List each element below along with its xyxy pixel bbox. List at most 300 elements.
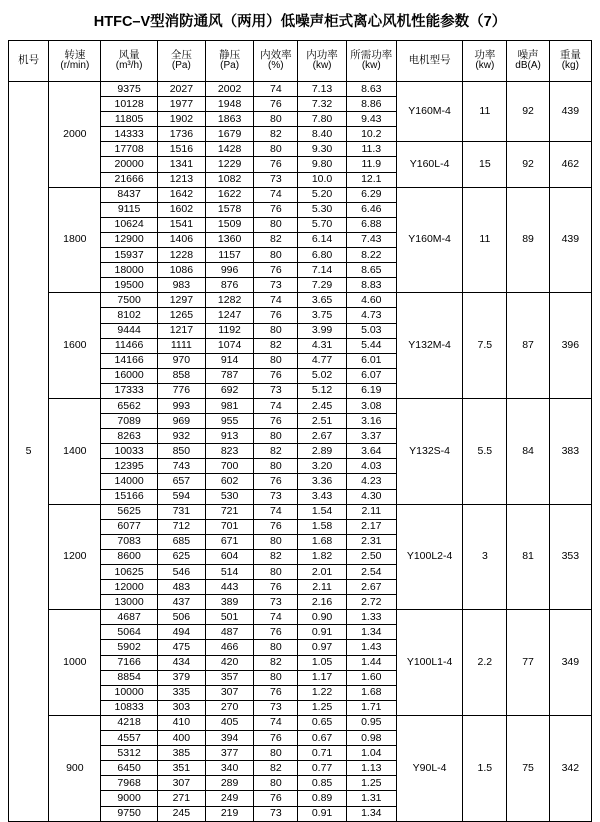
column-header-unit: dB(A) bbox=[515, 60, 541, 72]
rpm-cell: 900 bbox=[49, 715, 101, 821]
static-cell: 914 bbox=[205, 353, 253, 368]
static-cell: 1157 bbox=[205, 248, 253, 263]
full-cell: 437 bbox=[157, 595, 205, 610]
full-cell: 546 bbox=[157, 565, 205, 580]
full-cell: 850 bbox=[157, 444, 205, 459]
need-cell: 2.67 bbox=[346, 580, 396, 595]
flow-cell: 8263 bbox=[101, 429, 157, 444]
column-header-label: 噪声 bbox=[517, 49, 539, 62]
static-cell: 466 bbox=[205, 640, 253, 655]
flow-cell: 9750 bbox=[101, 806, 157, 821]
page-title: HTFC–V型消防通风（两用）低噪声柜式离心风机性能参数（7） bbox=[93, 14, 507, 30]
eff-cell: 74 bbox=[254, 82, 298, 97]
full-cell: 400 bbox=[157, 731, 205, 746]
flow-cell: 5312 bbox=[101, 746, 157, 761]
need-cell: 1.31 bbox=[346, 791, 396, 806]
power-cell: 0.91 bbox=[298, 625, 346, 640]
flow-cell: 11805 bbox=[101, 112, 157, 127]
power-cell: 0.77 bbox=[298, 761, 346, 776]
flow-cell: 5625 bbox=[101, 504, 157, 519]
flow-cell: 15937 bbox=[101, 248, 157, 263]
eff-cell: 73 bbox=[254, 489, 298, 504]
motor-weight-cell: 342 bbox=[549, 715, 591, 821]
static-cell: 1509 bbox=[205, 217, 253, 232]
motor-power-cell: 7.5 bbox=[463, 293, 507, 399]
need-cell: 1.34 bbox=[346, 625, 396, 640]
column-header-label: 内功率 bbox=[306, 49, 338, 62]
full-cell: 983 bbox=[157, 278, 205, 293]
flow-cell: 7968 bbox=[101, 776, 157, 791]
need-cell: 6.19 bbox=[346, 383, 396, 398]
motor-model-cell: Y160L-4 bbox=[396, 142, 462, 187]
full-cell: 335 bbox=[157, 685, 205, 700]
need-cell: 4.73 bbox=[346, 308, 396, 323]
need-cell: 1.44 bbox=[346, 655, 396, 670]
column-header-unit: (Pa) bbox=[220, 60, 240, 72]
power-cell: 2.67 bbox=[298, 429, 346, 444]
flow-cell: 9444 bbox=[101, 323, 157, 338]
column-header-unit: (kw) bbox=[361, 60, 381, 72]
power-cell: 5.30 bbox=[298, 202, 346, 217]
flow-cell: 14333 bbox=[101, 127, 157, 142]
full-cell: 245 bbox=[157, 806, 205, 821]
flow-cell: 16000 bbox=[101, 368, 157, 383]
full-cell: 1516 bbox=[157, 142, 205, 157]
full-cell: 379 bbox=[157, 670, 205, 685]
power-cell: 0.91 bbox=[298, 806, 346, 821]
flow-cell: 8600 bbox=[101, 549, 157, 564]
power-cell: 7.29 bbox=[298, 278, 346, 293]
power-cell: 2.45 bbox=[298, 398, 346, 413]
column-header-label: 静压 bbox=[219, 49, 241, 62]
power-cell: 5.20 bbox=[298, 187, 346, 202]
full-cell: 969 bbox=[157, 414, 205, 429]
model-number-cell: 5 bbox=[9, 82, 49, 822]
flow-cell: 5902 bbox=[101, 640, 157, 655]
full-cell: 1086 bbox=[157, 263, 205, 278]
power-cell: 1.68 bbox=[298, 534, 346, 549]
flow-cell: 10833 bbox=[101, 700, 157, 715]
need-cell: 11.9 bbox=[346, 157, 396, 172]
eff-cell: 82 bbox=[254, 444, 298, 459]
table-row bbox=[9, 715, 592, 730]
static-cell: 602 bbox=[205, 474, 253, 489]
full-cell: 494 bbox=[157, 625, 205, 640]
flow-cell: 5064 bbox=[101, 625, 157, 640]
eff-cell: 80 bbox=[254, 670, 298, 685]
need-cell: 8.65 bbox=[346, 263, 396, 278]
eff-cell: 76 bbox=[254, 308, 298, 323]
need-cell: 2.54 bbox=[346, 565, 396, 580]
full-cell: 685 bbox=[157, 534, 205, 549]
full-cell: 1265 bbox=[157, 308, 205, 323]
motor-power-cell: 15 bbox=[463, 142, 507, 187]
need-cell: 12.1 bbox=[346, 172, 396, 187]
flow-cell: 8854 bbox=[101, 670, 157, 685]
flow-cell: 7500 bbox=[101, 293, 157, 308]
flow-cell: 6450 bbox=[101, 761, 157, 776]
column-header-unit: (m³/h) bbox=[115, 60, 143, 72]
static-cell: 1229 bbox=[205, 157, 253, 172]
eff-cell: 76 bbox=[254, 414, 298, 429]
static-cell: 405 bbox=[205, 715, 253, 730]
motor-weight-cell: 353 bbox=[549, 504, 591, 610]
table-row bbox=[9, 82, 592, 97]
full-cell: 506 bbox=[157, 610, 205, 625]
static-cell: 692 bbox=[205, 383, 253, 398]
flow-cell: 9000 bbox=[101, 791, 157, 806]
eff-cell: 73 bbox=[254, 383, 298, 398]
static-cell: 307 bbox=[205, 685, 253, 700]
column-header-1 bbox=[49, 41, 101, 82]
table-row bbox=[9, 398, 592, 413]
full-cell: 385 bbox=[157, 746, 205, 761]
static-cell: 1428 bbox=[205, 142, 253, 157]
eff-cell: 73 bbox=[254, 278, 298, 293]
column-header-label: 所需功率 bbox=[350, 49, 393, 62]
flow-cell: 10033 bbox=[101, 444, 157, 459]
flow-cell: 10128 bbox=[101, 97, 157, 112]
static-cell: 996 bbox=[205, 263, 253, 278]
flow-cell: 18000 bbox=[101, 263, 157, 278]
eff-cell: 82 bbox=[254, 127, 298, 142]
need-cell: 1.34 bbox=[346, 806, 396, 821]
static-cell: 955 bbox=[205, 414, 253, 429]
motor-model-cell: Y100L1-4 bbox=[396, 610, 462, 716]
need-cell: 9.43 bbox=[346, 112, 396, 127]
static-cell: 604 bbox=[205, 549, 253, 564]
power-cell: 1.82 bbox=[298, 549, 346, 564]
need-cell: 6.07 bbox=[346, 368, 396, 383]
full-cell: 776 bbox=[157, 383, 205, 398]
motor-weight-cell: 396 bbox=[549, 293, 591, 399]
eff-cell: 76 bbox=[254, 685, 298, 700]
flow-cell: 9115 bbox=[101, 202, 157, 217]
flow-cell: 10624 bbox=[101, 217, 157, 232]
column-header-10 bbox=[507, 41, 549, 82]
power-cell: 2.01 bbox=[298, 565, 346, 580]
eff-cell: 73 bbox=[254, 700, 298, 715]
flow-cell: 7166 bbox=[101, 655, 157, 670]
static-cell: 913 bbox=[205, 429, 253, 444]
table-row bbox=[9, 504, 592, 519]
static-cell: 1948 bbox=[205, 97, 253, 112]
eff-cell: 74 bbox=[254, 504, 298, 519]
static-cell: 1360 bbox=[205, 232, 253, 247]
column-header-label: 重量 bbox=[559, 49, 581, 62]
eff-cell: 80 bbox=[254, 776, 298, 791]
eff-cell: 76 bbox=[254, 731, 298, 746]
static-cell: 1863 bbox=[205, 112, 253, 127]
eff-cell: 82 bbox=[254, 655, 298, 670]
eff-cell: 82 bbox=[254, 338, 298, 353]
motor-noise-cell: 77 bbox=[507, 610, 549, 716]
power-cell: 7.13 bbox=[298, 82, 346, 97]
flow-cell: 17708 bbox=[101, 142, 157, 157]
full-cell: 2027 bbox=[157, 82, 205, 97]
eff-cell: 80 bbox=[254, 353, 298, 368]
flow-cell: 7089 bbox=[101, 414, 157, 429]
static-cell: 2002 bbox=[205, 82, 253, 97]
need-cell: 4.23 bbox=[346, 474, 396, 489]
rpm-cell: 1600 bbox=[49, 293, 101, 399]
eff-cell: 82 bbox=[254, 549, 298, 564]
static-cell: 721 bbox=[205, 504, 253, 519]
full-cell: 1111 bbox=[157, 338, 205, 353]
eff-cell: 80 bbox=[254, 248, 298, 263]
column-header-unit: (r/min) bbox=[60, 60, 90, 72]
power-cell: 5.70 bbox=[298, 217, 346, 232]
full-cell: 932 bbox=[157, 429, 205, 444]
table-header bbox=[9, 41, 592, 82]
motor-model-cell: Y100L2-4 bbox=[396, 504, 462, 610]
need-cell: 1.33 bbox=[346, 610, 396, 625]
eff-cell: 76 bbox=[254, 580, 298, 595]
static-cell: 270 bbox=[205, 700, 253, 715]
need-cell: 4.03 bbox=[346, 459, 396, 474]
need-cell: 2.72 bbox=[346, 595, 396, 610]
full-cell: 1297 bbox=[157, 293, 205, 308]
eff-cell: 74 bbox=[254, 293, 298, 308]
motor-model-cell: Y132S-4 bbox=[396, 398, 462, 504]
full-cell: 307 bbox=[157, 776, 205, 791]
power-cell: 4.31 bbox=[298, 338, 346, 353]
need-cell: 2.17 bbox=[346, 519, 396, 534]
need-cell: 3.08 bbox=[346, 398, 396, 413]
table-row bbox=[9, 293, 592, 308]
full-cell: 351 bbox=[157, 761, 205, 776]
static-cell: 514 bbox=[205, 565, 253, 580]
flow-cell: 15166 bbox=[101, 489, 157, 504]
static-cell: 787 bbox=[205, 368, 253, 383]
flow-cell: 11466 bbox=[101, 338, 157, 353]
eff-cell: 74 bbox=[254, 398, 298, 413]
need-cell: 2.31 bbox=[346, 534, 396, 549]
need-cell: 1.04 bbox=[346, 746, 396, 761]
power-cell: 9.80 bbox=[298, 157, 346, 172]
need-cell: 1.60 bbox=[346, 670, 396, 685]
flow-cell: 4218 bbox=[101, 715, 157, 730]
table-body bbox=[9, 82, 592, 822]
eff-cell: 73 bbox=[254, 172, 298, 187]
static-cell: 1082 bbox=[205, 172, 253, 187]
full-cell: 594 bbox=[157, 489, 205, 504]
motor-weight-cell: 439 bbox=[549, 82, 591, 142]
fan-performance-table bbox=[8, 40, 592, 822]
motor-noise-cell: 92 bbox=[507, 142, 549, 187]
static-cell: 700 bbox=[205, 459, 253, 474]
need-cell: 11.3 bbox=[346, 142, 396, 157]
power-cell: 7.32 bbox=[298, 97, 346, 112]
column-header-label: 风量 bbox=[118, 49, 140, 62]
flow-cell: 8437 bbox=[101, 187, 157, 202]
static-cell: 1247 bbox=[205, 308, 253, 323]
static-cell: 219 bbox=[205, 806, 253, 821]
need-cell: 6.01 bbox=[346, 353, 396, 368]
eff-cell: 76 bbox=[254, 368, 298, 383]
eff-cell: 74 bbox=[254, 610, 298, 625]
eff-cell: 80 bbox=[254, 112, 298, 127]
flow-cell: 8102 bbox=[101, 308, 157, 323]
full-cell: 410 bbox=[157, 715, 205, 730]
column-header-unit: (kw) bbox=[312, 60, 332, 72]
power-cell: 6.14 bbox=[298, 232, 346, 247]
eff-cell: 76 bbox=[254, 263, 298, 278]
eff-cell: 80 bbox=[254, 142, 298, 157]
eff-cell: 80 bbox=[254, 429, 298, 444]
full-cell: 712 bbox=[157, 519, 205, 534]
eff-cell: 76 bbox=[254, 97, 298, 112]
full-cell: 993 bbox=[157, 398, 205, 413]
column-header-5 bbox=[254, 41, 298, 82]
full-cell: 475 bbox=[157, 640, 205, 655]
rpm-cell: 1800 bbox=[49, 187, 101, 293]
flow-cell: 10000 bbox=[101, 685, 157, 700]
motor-weight-cell: 383 bbox=[549, 398, 591, 504]
eff-cell: 76 bbox=[254, 474, 298, 489]
static-cell: 420 bbox=[205, 655, 253, 670]
full-cell: 303 bbox=[157, 700, 205, 715]
column-header-2 bbox=[101, 41, 157, 82]
need-cell: 8.22 bbox=[346, 248, 396, 263]
motor-noise-cell: 87 bbox=[507, 293, 549, 399]
full-cell: 970 bbox=[157, 353, 205, 368]
need-cell: 5.03 bbox=[346, 323, 396, 338]
rpm-cell: 2000 bbox=[49, 82, 101, 188]
column-header-6 bbox=[298, 41, 346, 82]
static-cell: 394 bbox=[205, 731, 253, 746]
full-cell: 731 bbox=[157, 504, 205, 519]
power-cell: 8.40 bbox=[298, 127, 346, 142]
full-cell: 1213 bbox=[157, 172, 205, 187]
full-cell: 1406 bbox=[157, 232, 205, 247]
eff-cell: 82 bbox=[254, 232, 298, 247]
power-cell: 2.51 bbox=[298, 414, 346, 429]
static-cell: 876 bbox=[205, 278, 253, 293]
power-cell: 0.85 bbox=[298, 776, 346, 791]
eff-cell: 74 bbox=[254, 715, 298, 730]
full-cell: 1977 bbox=[157, 97, 205, 112]
power-cell: 6.80 bbox=[298, 248, 346, 263]
static-cell: 389 bbox=[205, 595, 253, 610]
power-cell: 1.17 bbox=[298, 670, 346, 685]
rpm-cell: 1000 bbox=[49, 610, 101, 716]
need-cell: 2.50 bbox=[346, 549, 396, 564]
power-cell: 3.43 bbox=[298, 489, 346, 504]
column-header-unit: (Pa) bbox=[171, 60, 191, 72]
flow-cell: 13000 bbox=[101, 595, 157, 610]
need-cell: 1.71 bbox=[346, 700, 396, 715]
need-cell: 6.88 bbox=[346, 217, 396, 232]
power-cell: 0.89 bbox=[298, 791, 346, 806]
flow-cell: 17333 bbox=[101, 383, 157, 398]
column-header-label: 功率 bbox=[474, 49, 496, 62]
eff-cell: 80 bbox=[254, 565, 298, 580]
need-cell: 8.63 bbox=[346, 82, 396, 97]
power-cell: 10.0 bbox=[298, 172, 346, 187]
full-cell: 1228 bbox=[157, 248, 205, 263]
power-cell: 7.14 bbox=[298, 263, 346, 278]
power-cell: 1.25 bbox=[298, 700, 346, 715]
need-cell: 2.11 bbox=[346, 504, 396, 519]
power-cell: 3.75 bbox=[298, 308, 346, 323]
eff-cell: 80 bbox=[254, 746, 298, 761]
motor-model-cell: Y160M-4 bbox=[396, 82, 462, 142]
eff-cell: 76 bbox=[254, 791, 298, 806]
full-cell: 434 bbox=[157, 655, 205, 670]
full-cell: 625 bbox=[157, 549, 205, 564]
motor-noise-cell: 75 bbox=[507, 715, 549, 821]
motor-weight-cell: 349 bbox=[549, 610, 591, 716]
table-header-row bbox=[9, 41, 592, 82]
motor-power-cell: 11 bbox=[463, 82, 507, 142]
power-cell: 3.20 bbox=[298, 459, 346, 474]
eff-cell: 80 bbox=[254, 534, 298, 549]
need-cell: 3.16 bbox=[346, 414, 396, 429]
full-cell: 743 bbox=[157, 459, 205, 474]
power-cell: 9.30 bbox=[298, 142, 346, 157]
static-cell: 487 bbox=[205, 625, 253, 640]
power-cell: 3.65 bbox=[298, 293, 346, 308]
eff-cell: 76 bbox=[254, 519, 298, 534]
power-cell: 5.12 bbox=[298, 383, 346, 398]
full-cell: 1602 bbox=[157, 202, 205, 217]
eff-cell: 80 bbox=[254, 459, 298, 474]
static-cell: 1622 bbox=[205, 187, 253, 202]
column-header-label: 全压 bbox=[170, 49, 192, 62]
eff-cell: 76 bbox=[254, 157, 298, 172]
rpm-cell: 1200 bbox=[49, 504, 101, 610]
motor-weight-cell: 462 bbox=[549, 142, 591, 187]
static-cell: 340 bbox=[205, 761, 253, 776]
eff-cell: 80 bbox=[254, 217, 298, 232]
flow-cell: 6562 bbox=[101, 398, 157, 413]
motor-power-cell: 2.2 bbox=[463, 610, 507, 716]
need-cell: 6.29 bbox=[346, 187, 396, 202]
power-cell: 1.22 bbox=[298, 685, 346, 700]
motor-model-cell: Y160M-4 bbox=[396, 187, 462, 293]
static-cell: 357 bbox=[205, 670, 253, 685]
flow-cell: 7083 bbox=[101, 534, 157, 549]
need-cell: 3.37 bbox=[346, 429, 396, 444]
flow-cell: 12000 bbox=[101, 580, 157, 595]
column-header-0 bbox=[9, 41, 49, 82]
flow-cell: 4557 bbox=[101, 731, 157, 746]
column-header-label: 机号 bbox=[18, 54, 40, 67]
power-cell: 2.89 bbox=[298, 444, 346, 459]
power-cell: 0.90 bbox=[298, 610, 346, 625]
power-cell: 2.16 bbox=[298, 595, 346, 610]
column-header-unit: (kg) bbox=[561, 60, 579, 72]
need-cell: 4.60 bbox=[346, 293, 396, 308]
column-header-unit: (kw) bbox=[475, 60, 495, 72]
full-cell: 271 bbox=[157, 791, 205, 806]
power-cell: 4.77 bbox=[298, 353, 346, 368]
table-row bbox=[9, 187, 592, 202]
need-cell: 1.43 bbox=[346, 640, 396, 655]
need-cell: 6.46 bbox=[346, 202, 396, 217]
full-cell: 1902 bbox=[157, 112, 205, 127]
rpm-cell: 1400 bbox=[49, 398, 101, 504]
eff-cell: 73 bbox=[254, 806, 298, 821]
static-cell: 249 bbox=[205, 791, 253, 806]
power-cell: 0.71 bbox=[298, 746, 346, 761]
need-cell: 0.98 bbox=[346, 731, 396, 746]
power-cell: 1.54 bbox=[298, 504, 346, 519]
static-cell: 1074 bbox=[205, 338, 253, 353]
column-header-unit: (%) bbox=[268, 60, 284, 72]
full-cell: 1341 bbox=[157, 157, 205, 172]
